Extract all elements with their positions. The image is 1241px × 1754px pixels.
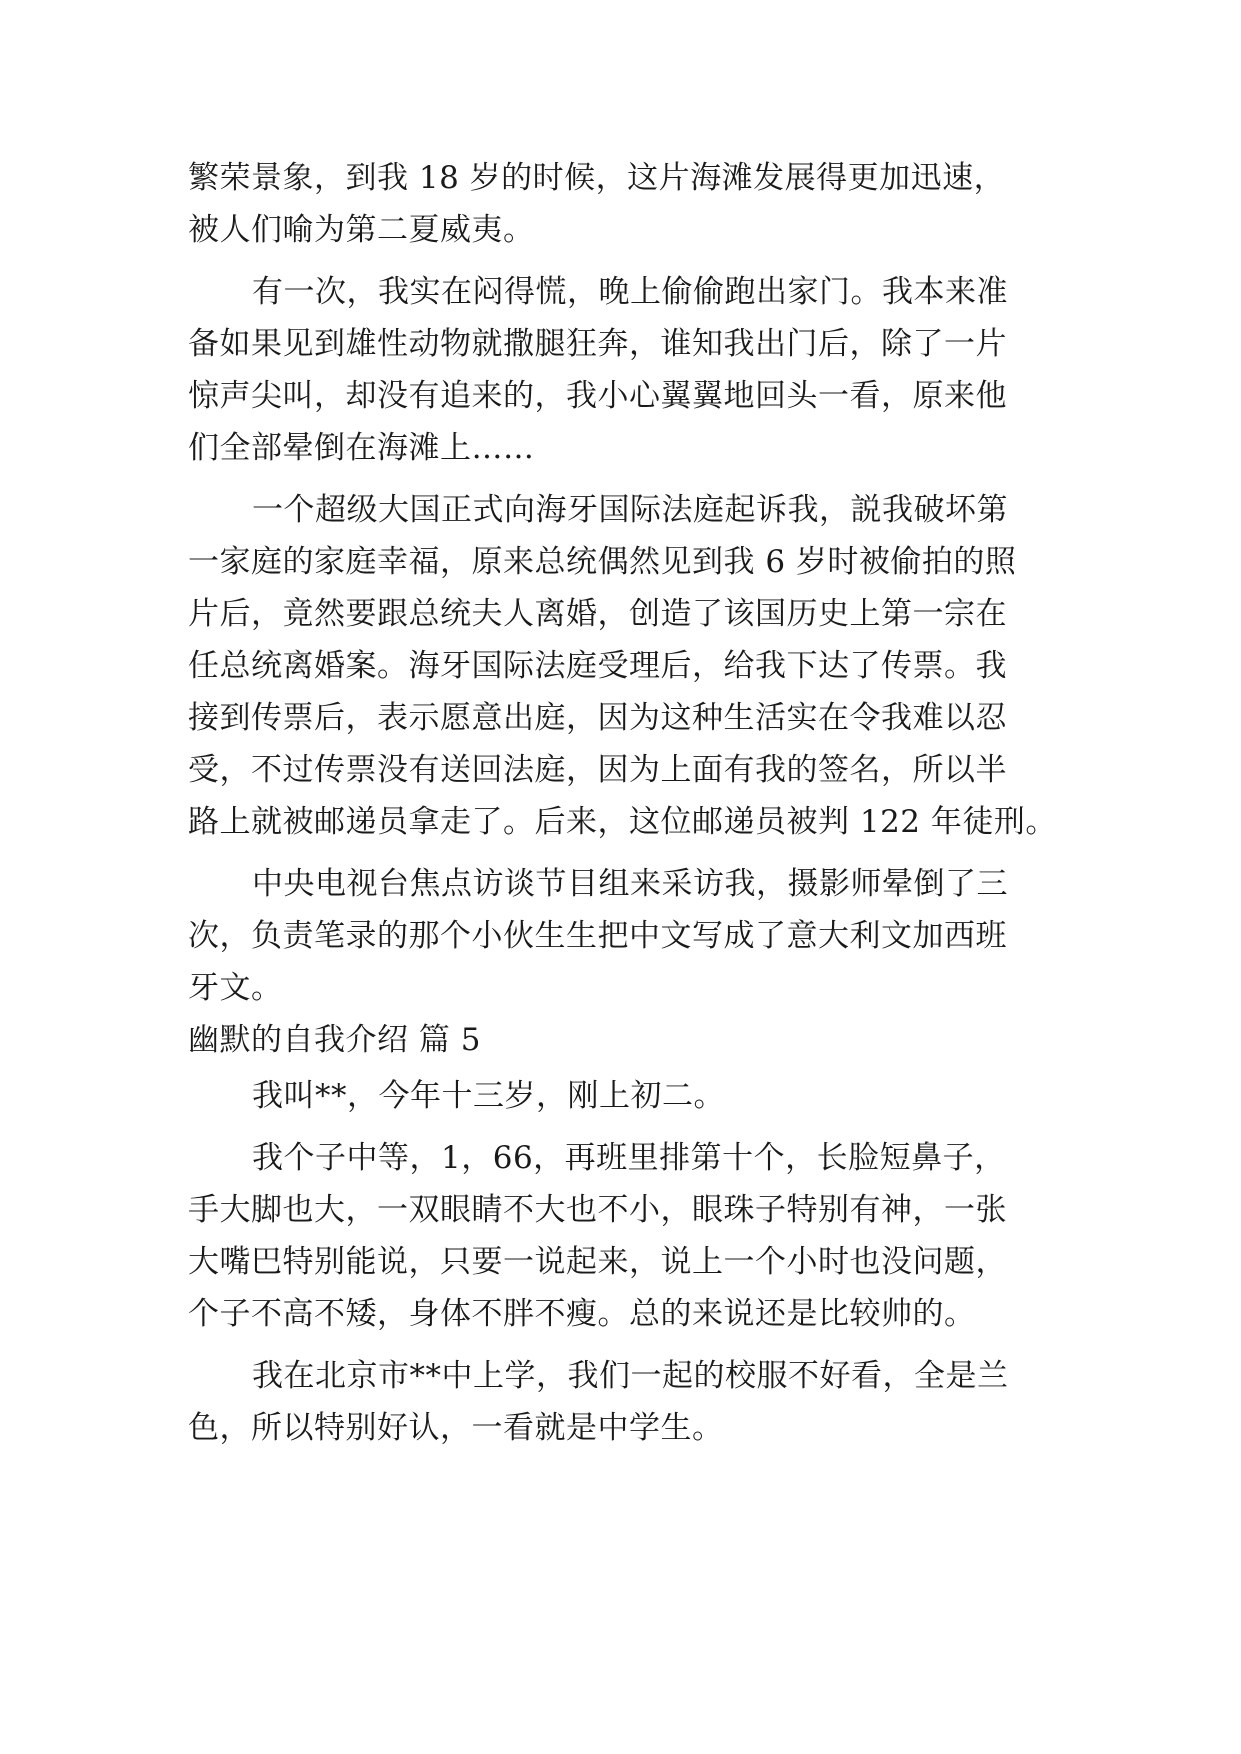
- text-line: 个子不高不矮，身体不胖不瘦。总的来说还是比较帅的。: [188, 1296, 976, 1332]
- text-line: 手大脚也大，一双眼睛不大也不小，眼珠子特别有神，一张: [188, 1192, 1007, 1228]
- text-line: 牙文。: [188, 970, 283, 1006]
- text-line: 次，负责笔录的那个小伙生生把中文写成了意大利文加西班: [188, 918, 1007, 954]
- paragraph-start-line: 中央电视台焦点访谈节目组来采访我，摄影师晕倒了三: [252, 866, 1008, 902]
- paragraph-start-line: 有一次，我实在闷得慌，晚上偷偷跑出家门。我本来准: [252, 274, 1008, 310]
- paragraph-start-line: 我在北京市**中上学，我们一起的校服不好看，全是兰: [252, 1358, 1009, 1394]
- text-line: 大嘴巴特别能说，只要一说起来，说上一个小时也没问题，: [188, 1244, 1007, 1280]
- text-line: 任总统离婚案。海牙国际法庭受理后，给我下达了传票。我: [188, 648, 1007, 684]
- text-line: 被人们喻为第二夏威夷。: [188, 212, 535, 248]
- section-heading: 幽默的自我介绍 篇 5: [188, 1022, 481, 1058]
- text-line: 接到传票后，表示愿意出庭，因为这种生活实在令我难以忍: [188, 700, 1007, 736]
- text-line: 受，不过传票没有送回法庭，因为上面有我的签名，所以半: [188, 752, 1007, 788]
- text-line: 繁荣景象，到我 18 岁的时候，这片海滩发展得更加迅速，: [188, 160, 1006, 196]
- text-line: 一家庭的家庭幸福，原来总统偶然见到我 6 岁时被偷拍的照: [188, 544, 1017, 580]
- paragraph-start-line: 我个子中等，1，66，再班里排第十个，长脸短鼻子，: [252, 1140, 1006, 1176]
- paragraph-start-line: 一个超级大国正式向海牙国际法庭起诉我，説我破坏第: [252, 492, 1008, 528]
- text-line: 片后，竟然要跟总统夫人离婚，创造了该国历史上第一宗在: [188, 596, 1007, 632]
- paragraph-start-line: 我叫**，今年十三岁，刚上初二。: [252, 1078, 725, 1114]
- text-line: 们全部晕倒在海滩上……: [188, 430, 535, 466]
- text-line: 路上就被邮递员拿走了。后来，这位邮递员被判 122 年徒刑。: [188, 804, 1057, 840]
- text-line: 备如果见到雄性动物就撒腿狂奔，谁知我出门后，除了一片: [188, 326, 1007, 362]
- text-line: 惊声尖叫，却没有追来的，我小心翼翼地回头一看，原来他: [188, 378, 1007, 414]
- text-line: 色，所以特别好认，一看就是中学生。: [188, 1410, 724, 1446]
